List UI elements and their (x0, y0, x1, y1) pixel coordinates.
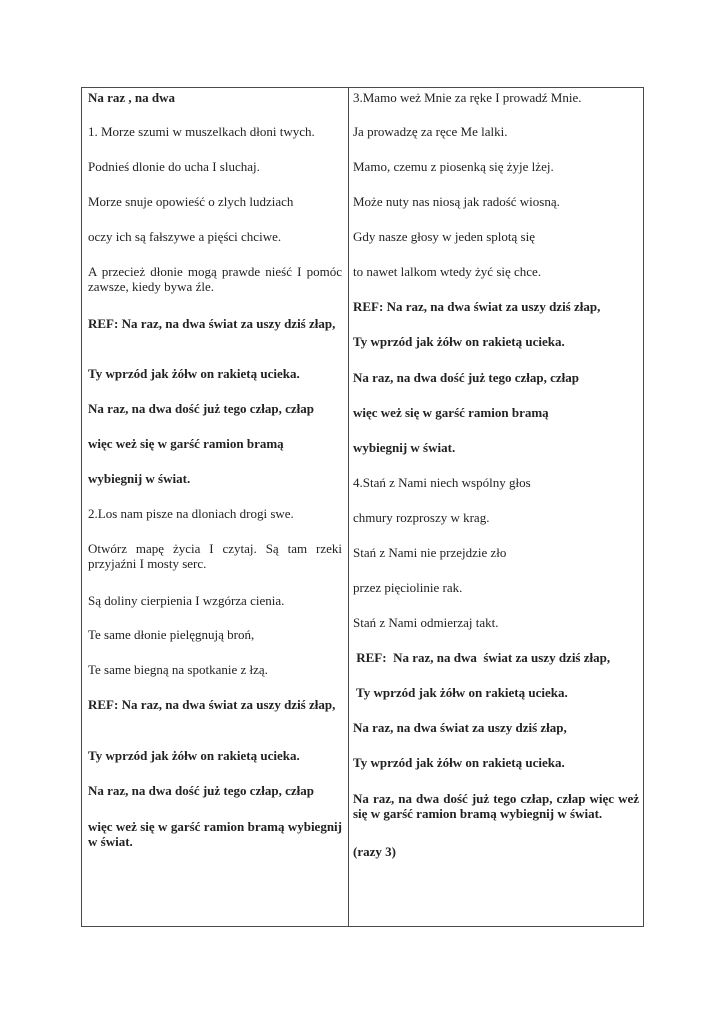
refrain-line: więc weż się w garść ramion bramą wybiegnij w świat. (88, 819, 342, 849)
refrain-line: Na raz, na dwa dość już tego człap, człap (353, 370, 580, 385)
lyric-line: przez pięciolinie rak. (353, 580, 463, 595)
refrain-line: Ty wprzód jak żółw on rakietą ucieka. (353, 334, 565, 349)
refrain-line: REF: Na raz, na dwa świat za uszy dziś złap, (88, 316, 336, 331)
refrain-line: REF: Na raz, na dwa świat za uszy dziś złap, (88, 697, 336, 712)
lyric-line: Stań z Nami nie przejdzie zło (353, 545, 507, 560)
refrain-line: Ty wprzód jak żółw on rakietą ucieka. (88, 366, 300, 381)
refrain-line: Ty wprzód jak żółw on rakietą ucieka. (353, 755, 565, 770)
refrain-line: wybiegnij w świat. (353, 440, 456, 455)
refrain-line: REF: Na raz, na dwa świat za uszy dziś złap, (353, 650, 611, 665)
lyric-line: Morze snuje opowieść o zlych ludziach (88, 194, 294, 209)
lyric-line: to nawet lalkom wtedy żyć się chce. (353, 264, 542, 279)
lyric-line: Może nuty nas niosą jak radość wiosną. (353, 194, 560, 209)
lyric-line: Podnieś dlonie do ucha I sluchaj. (88, 159, 260, 174)
lyric-line: Mamo, czemu z piosenką się żyje lżej. (353, 159, 554, 174)
lyric-line: Są doliny cierpienia I wzgórza cienia. (88, 593, 285, 608)
lyric-line: Ja prowadzę za ręce Me lalki. (353, 124, 508, 139)
lyric-line: oczy ich są fałszywe a pięści chciwe. (88, 229, 282, 244)
lyric-line: Te same dłonie pielęgnują broń, (88, 627, 255, 642)
refrain-line: REF: Na raz, na dwa świat za uszy dziś złap, (353, 299, 601, 314)
lyric-line: chmury rozproszy w krag. (353, 510, 490, 525)
refrain-line: Na raz, na dwa dość już tego człap, człap więc weż się w garść ramion bramą wybiegnij w świat. (353, 791, 639, 821)
column-divider (348, 88, 349, 926)
lyric-line: 2.Los nam pisze na dloniach drogi swe. (88, 506, 294, 521)
lyric-line: Stań z Nami odmierzaj takt. (353, 615, 499, 630)
lyric-line: Te same biegną na spotkanie z łzą. (88, 662, 268, 677)
right-column (353, 88, 639, 926)
lyric-line: 1. Morze szumi w muszelkach dłoni twych. (88, 124, 315, 139)
refrain-line: Ty wprzód jak żółw on rakietą ucieka. (353, 685, 568, 700)
lyric-line: 4.Stań z Nami niech wspólny głos (353, 475, 531, 490)
refrain-line: wybiegnij w świat. (88, 471, 191, 486)
lyric-line: Otwórz mapę życia I czytaj. Są tam rzeki przyjaźni I mosty serc. (88, 541, 342, 571)
refrain-line: Na raz, na dwa dość już tego człap, człap (88, 401, 315, 416)
lyrics-table (81, 87, 644, 927)
refrain-line: więc weż się w garść ramion bramą (88, 436, 284, 451)
refrain-line: więc weż się w garść ramion bramą (353, 405, 549, 420)
refrain-line: Na raz, na dwa świat za uszy dziś złap, (353, 720, 567, 735)
lyric-line: 3.Mamo weż Mnie za ręke I prowadź Mnie. (353, 90, 582, 105)
song-title: Na raz , na dwa (88, 90, 176, 105)
refrain-line: Ty wprzód jak żółw on rakietą ucieka. (88, 748, 300, 763)
left-column (88, 88, 342, 926)
refrain-line: Na raz, na dwa dość już tego człap, człap (88, 783, 315, 798)
repeat-note: (razy 3) (353, 844, 396, 859)
lyric-line: A przecież dłonie mogą prawde nieść I pomóc zawsze, kiedy bywa źle. (88, 264, 342, 294)
lyric-line: Gdy nasze głosy w jeden splotą się (353, 229, 535, 244)
